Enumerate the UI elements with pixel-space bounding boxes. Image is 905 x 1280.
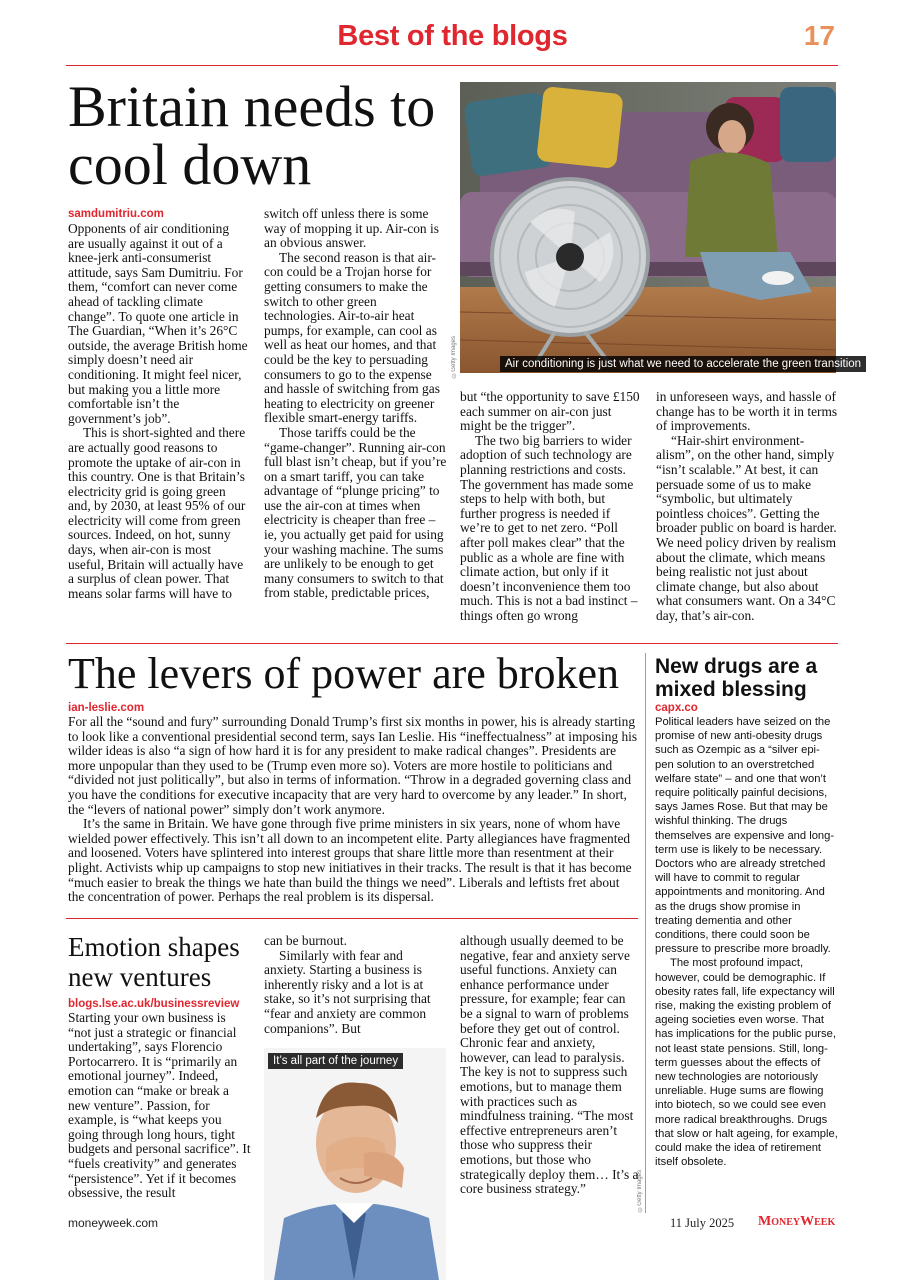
paragraph: in unforeseen ways, and hassle of change has to be worth it in terms of improvements.: [656, 389, 838, 434]
paragraph: The two big barriers to wider adoption of such technology are planning restrictions and costs. The government has made some steps to help with both, but further progress is needed if we’re to get to net zero. “Poll after poll makes clear” that the public as a whole are fine with climate action, but only if it doesn’t inconvenience them too much. This is not a bad instinct – things often go wrong: [460, 432, 638, 623]
article-column-3: [460, 390, 640, 624]
section-title: Best of the blogs: [337, 20, 568, 52]
article-source: ian-leslie.com: [68, 702, 145, 714]
article-source: samdumitriu.com: [68, 208, 164, 220]
article-headline: Britain needs to cool down: [68, 74, 436, 197]
article-headline: Emotion shapes new ventures: [68, 932, 240, 992]
paragraph: can be burnout.: [264, 933, 347, 948]
image-credit: ©Getty Images: [451, 336, 457, 378]
fan-illustration: [460, 82, 836, 373]
article-column-2: [264, 207, 447, 601]
paragraph: “Hair-shirt environment-alism”, on the other hand, simply “isn’t scalable.” At best, it can persuade some of us to make “symbolic, but ultimately pointless choices”. Getting the broader public on board is harder. We need policy driven by realism about the climate, which means being realistic not just about climate change, but also about what consumers want. On a 34°C day, that’s air-con.: [656, 432, 837, 623]
paragraph: but “the opportunity to save £150 each summer on air-con just might be the trigger”.: [460, 389, 640, 434]
article-column-3: [460, 934, 640, 1197]
footer-date: 11 July 2025: [670, 1216, 735, 1230]
column-divider: [645, 653, 646, 1213]
brand-logo: MoneyWeek: [758, 1214, 836, 1229]
article-body: [655, 715, 838, 1170]
section-rule: [66, 918, 638, 919]
section-rule: [66, 643, 838, 644]
header-rule: [66, 65, 838, 66]
paragraph: Starting your own business is “not just a strategic or financial undertaking”, says Florencio Portocarrero. It is “primarily an emotional journey”. Indeed, emotion can “make or break a new venture”. Passion, for example, is “what keeps you going through long hours, tight budgets and personal sacrifice”. It “fuels creativity” and generates “persistence”. Yet if it becomes obsessive, the result: [68, 1010, 251, 1201]
crying-businessman-photo: [264, 1048, 446, 1280]
paragraph: Opponents of air conditioning are usually against it out of a knee-jerk anti-consumerist attitude, says Sam Dumitriu. For them, “comfort can never come ahead of tackling climate change”. To quote one article in The Guardian, “When it’s 26°C outside, the average British home simply doesn’t need air conditioning. It might feel nicer, but making you a little more comfortable isn’t the government’s job”.: [68, 221, 248, 426]
paragraph: For all the “sound and fury” surrounding Donald Trump’s first six months in power, his is already starting to look like a conventional presidential second term, says Ian Leslie. His “ineffectualness” at imposing his wilder ideas is also “a sign of how hard it is for any president to make radical changes”. Presidents are more unpopular than they used to be (Trump even more so). Voters are more hostile to politicians and “divided not just politically”, but also in terms of information. “Throw in a degraded governing class and you have the conditions for executive incapacity that are very hard to overcome by any leader.” In short, the “levers of national power” simply don’t work anymore.: [68, 714, 638, 817]
article-column-1: [68, 1011, 252, 1201]
footer-website: moneyweek.com: [68, 1216, 159, 1230]
paragraph: switch off unless there is some way of mopping it up. Air-con is an obvious answer.: [264, 206, 439, 251]
image-credit: ©Getty Images: [637, 1170, 643, 1212]
article-column-4: [656, 390, 838, 624]
businessman-illustration: [264, 1048, 446, 1280]
paragraph: The most profound impact, however, could be demographic. If obesity rates fall, life expectancy will rise, making the existing problem of ageing societies even worse. That has implications for the public purse, not least state pensions. Still, long-term guesses about the effects of new technologies are notoriously unreliable. Huge sums are flowing into biotech, so we could see even more radical breakthroughs. Drugs that slow or halt ageing, for example, could make the idea of retirement itself obsolete.: [655, 957, 838, 1169]
article-headline: New drugs are a mixed blessing: [655, 655, 818, 701]
page-number: 17: [803, 20, 835, 51]
image-caption: Air conditioning is just what we need to accelerate the green transition: [500, 356, 866, 372]
paragraph: although usually deemed to be negative, fear and anxiety serve useful functions. Anxiety can enhance performance under pressure, for example; fear can be a signal to warn of problems before they get out of control. Chronic fear and anxiety, however, can lead to paralysis. The key is not to suppress such emotions, but to manage them with practices such as mindfulness training. “The most effective entrepreneurs aren’t those who suppress their emotions, but those who strategically deploy them… It’s a core business strategy.”: [460, 933, 639, 1197]
paragraph: It’s the same in Britain. We have gone through five prime ministers in six years, none of whom have wielded power effectively. This isn’t all down to an incompetent elite. Party allegiances have fragmented and loosened. Voters have splintered into interest groups that share little more than resentment at their plight. Activists whip up campaigns to stop new initiatives in their tracks. The result is that it has become “much easier to break the things we hate than build the things we need”. Liberals and leftists fret about the concentration of power. Perhaps the real problem is its dispersal.: [68, 816, 632, 905]
image-caption: It’s all part of the journey: [268, 1053, 403, 1069]
paragraph: Similarly with fear and anxiety. Starting a business is inherently risky and a lot is at stake, so it’s not surprising that “fear and anxiety are common companions”. But: [264, 947, 431, 1036]
paragraph: This is short-sighted and there are actually good reasons to promote the uptake of air-con in this country. One is that Britain’s electricity grid is going green and, by 2030, at least 95% of our electricity will come from green sources. Indeed, on hot, sunny days, when air-con is most useful, Britain will actually have a surplus of clean power. That means solar farms will have to: [68, 425, 246, 601]
article-headline: The levers of power are broken: [68, 649, 619, 698]
paragraph: Political leaders have seized on the promise of new anti-obesity drugs such as Ozempic as a “silver epi-pen solution to an overstretched welfare state” – and one that won’t require politically painful decisions, says James Rose. But that may be wishful thinking. The drugs themselves are expensive and long-term use is likely to be necessary. Doctors who are already stretched will have to commit to regular appointments and monitoring. And as the drugs show promise in treating dementia and other conditions, there could soon be pressure to prescribe more broadly.: [655, 716, 835, 956]
article-source: blogs.lse.ac.uk/businessreview: [68, 998, 240, 1010]
fan-photo: [460, 82, 836, 373]
paragraph: Those tariffs could be the “game-changer”. Running air-con full blast isn’t cheap, but if you’re on a smart tariff, you can take advantage of “plunge pricing” to use the air-con at times when electricity is cheaper than free – ie, you actually get paid for using your washing machine. The sums are unlikely to be enough to get many consumers to switch to that from stable, predictable prices,: [264, 424, 447, 601]
article-body: [68, 715, 638, 905]
article-source: capx.co: [655, 702, 698, 714]
article-column-2: [264, 934, 444, 1036]
paragraph: The second reason is that air-con could be a Trojan horse for getting consumers to make the switch to other green technologies. Air-to-air heat pumps, for example, can cool as well as heat our homes, and that could be the key to persuading consumers to go to the expense and hassle of switching from gas heating to electricity on greener flexible smart-energy tariffs.: [264, 249, 440, 426]
article-column-1: [68, 222, 248, 601]
